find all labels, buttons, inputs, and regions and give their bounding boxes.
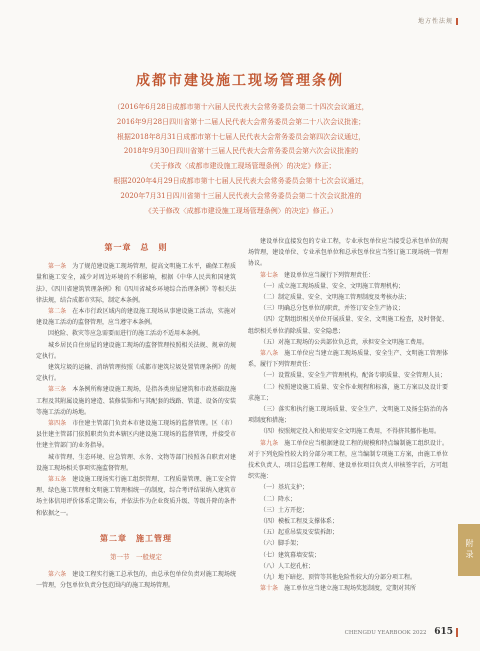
list-item: （三）落实和执行施工现场质量、安全生产、文明施工及扬尘防治的各项制度和措施； bbox=[248, 406, 448, 425]
list-item: （一）基坑支护； bbox=[260, 484, 309, 492]
article-8: 第八条 施工单位应当建立施工现场质量、安全生产、文明施工管理体系，履行下列管理责任： bbox=[248, 350, 448, 369]
preamble-line: （2016年6月28日成都市第十六届人民代表大会常务委员会第二十四次会议通过， bbox=[113, 103, 369, 111]
list-item: （三）土方开挖； bbox=[260, 506, 309, 514]
preamble-line: 《关于修改〈成都市建设施工现场管理条例〉的决定》修正； bbox=[146, 162, 336, 171]
left-column bbox=[36, 236, 236, 592]
right-column bbox=[248, 236, 448, 595]
list-item: （一）成立施工现场质量、安全、文明施工管理机构； bbox=[260, 282, 405, 290]
list-item: （五）起重吊装及安装拆卸； bbox=[260, 529, 339, 537]
list-item: （六）脚手架； bbox=[260, 540, 303, 548]
preamble-line: 2020年7月31日四川省第十三届人民代表大会常务委员会第二十次会议批准的 bbox=[120, 191, 362, 200]
article-5: 第五条 建设施工现场实行施工组织管理、工程质量管理、施工安全管理、绿色施工管理和文明施工管理相统一的制度，综合考评结果纳入建筑市场主体信用评价体系定期公布，并依法作为企业资质升级、等级升降的条件和依据之一。 bbox=[36, 476, 236, 517]
list-item: （二）制定质量、安全、文明施工管理制度及考核办法； bbox=[260, 294, 411, 302]
article-3: 第三条 本条例所称建设施工现场，是指各类房屋建筑和市政基础设施工程及其附属设施的建造、装修装饰和与其配套的线路、管道、设备的安装等施工活动的场地。 bbox=[36, 386, 236, 416]
article-2: 第二条 在本市行政区域内的建设施工现场从事建设施工活动，实施对建设施工活动的监督管理，应当遵守本条例。 bbox=[36, 308, 236, 327]
list-item: （一）设置质量、安全生产管理机构，配备专职质量、安全管理人员； bbox=[260, 372, 447, 380]
article-6-cont: 建设单位直接发包的专业工程，专业承包单位应当接受总承包单位的现场管理，建设单位、专业承包单位和总承包单位应当签订施工现场统一管理协议。 bbox=[248, 238, 448, 268]
page-title: 成都市建设施工现场管理条例 bbox=[136, 73, 344, 89]
preamble-line: 2016年9月28日四川省第十二届人民代表大会常务委员会第二十八次会议批准； bbox=[116, 117, 366, 126]
chapter-heading: 第二章 施工管理 bbox=[100, 532, 172, 543]
list-item: （八）人工挖孔桩； bbox=[260, 562, 315, 570]
list-item: （七）建筑幕墙安装； bbox=[260, 551, 321, 559]
list-item: （四）定期组织相关单位开展质量、安全、文明施工检查，及时督促、组织相关单位消除质量、安全隐患； bbox=[248, 316, 448, 335]
article-2-para: 建筑垃圾的运输、消纳管理按照《成都市建筑垃圾处置管理条例》的规定执行。 bbox=[36, 364, 236, 383]
section-heading: 第一节 一般规定 bbox=[110, 553, 162, 562]
list-item: （二）按照建设施工质量、安全作业规程和标准，施工方案以及设计要求施工； bbox=[248, 383, 448, 402]
section-tag: 地方性法规 bbox=[418, 16, 458, 25]
preamble-line: 《关于修改〈成都市建设施工现场管理条例〉的决定》修正。） bbox=[144, 206, 338, 215]
article-4: 第四条 市住建主管部门负责本市建设施工现场的监督管理。区（市）县住建主管部门依照职责负责本辖区内建设施工现场的监督管理，并接受市住建主管部门的业务指导。 bbox=[36, 420, 236, 450]
article-10: 第十条 施工单位应当建立施工现场奖惩制度，定期对其所 bbox=[260, 585, 417, 593]
appendix-tab[interactable]: 附录 bbox=[458, 524, 480, 576]
article-4-para: 城市管理、生态环境、应急管理、水务、文物等部门按照各自职责对建设施工现场相关事项实施监督管理。 bbox=[36, 453, 236, 472]
preamble-line: 根据2020年4月29日成都市第十七届人民代表大会常务委员会第十七次会议通过， bbox=[113, 176, 369, 185]
preamble-line: 根据2018年8月31日成都市第十七届人民代表大会常务委员会第四次会议通过， bbox=[116, 132, 366, 141]
page-footer bbox=[345, 627, 458, 637]
list-item: （四）按照规定投入和使用安全文明施工费用，不得挤其挪作他用。 bbox=[260, 428, 441, 436]
list-item: （二）降水； bbox=[260, 495, 297, 503]
yearbook-label: CHENGDU YEARBOOK 2022 bbox=[344, 630, 427, 636]
chapter-heading: 第一章 总 则 bbox=[104, 242, 168, 252]
article-1: 第一条 为了规范建设施工现场管理，提高文明施工水平，确保工程质量和施工安全，减少对周边环境的不利影响，根据《中华人民共和国建筑法》、《四川省建筑管理条例》和《四川省城乡环境综合治理条例》等相关法律法规，结合成都市实际，制定本条例。 bbox=[36, 263, 236, 304]
list-item: （三）明确总分包单位的职责，并签订安全生产协议； bbox=[260, 305, 405, 313]
article-2-para: 因抢险、救灾等应急需要而进行的施工活动不适用本条例。 bbox=[48, 330, 205, 338]
preamble bbox=[46, 100, 436, 218]
list-item: （五）对施工现场的公共部位负总责，承担安全文明施工费用。 bbox=[260, 338, 429, 346]
article-2-para: 城乡居民自住房屋的建设施工现场的监督管理按照相关法规、规章的规定执行。 bbox=[36, 341, 236, 360]
preamble-line: 2018年9月30日四川省第十三届人民代表大会常务委员会第六次会议批准的 bbox=[123, 147, 359, 156]
list-item: （九）地下暗挖、顶管等其他危险性较大的分部分项工程。 bbox=[260, 574, 417, 582]
page-number: 615 bbox=[434, 627, 453, 637]
list-item: （四）模板工程及支撑体系； bbox=[260, 518, 339, 526]
article-9: 第九条 施工单位应当根据建设工程的规模和特点编制施工组织设计。对于下列危险性较大的分部分项工程，应当编制专项施工方案，由施工单位技术负责人、项目总监理工程师、建设单位项目负责人审核签字后，方可组织实施： bbox=[248, 439, 448, 481]
article-7: 第七条 建设单位应当履行下列管理责任： bbox=[260, 271, 375, 279]
article-6: 第六条 建设工程实行施工总承包的，由总承包单位负责对施工现场统一管理，分包单位负责分包范围内的施工现场管理。 bbox=[36, 571, 236, 590]
